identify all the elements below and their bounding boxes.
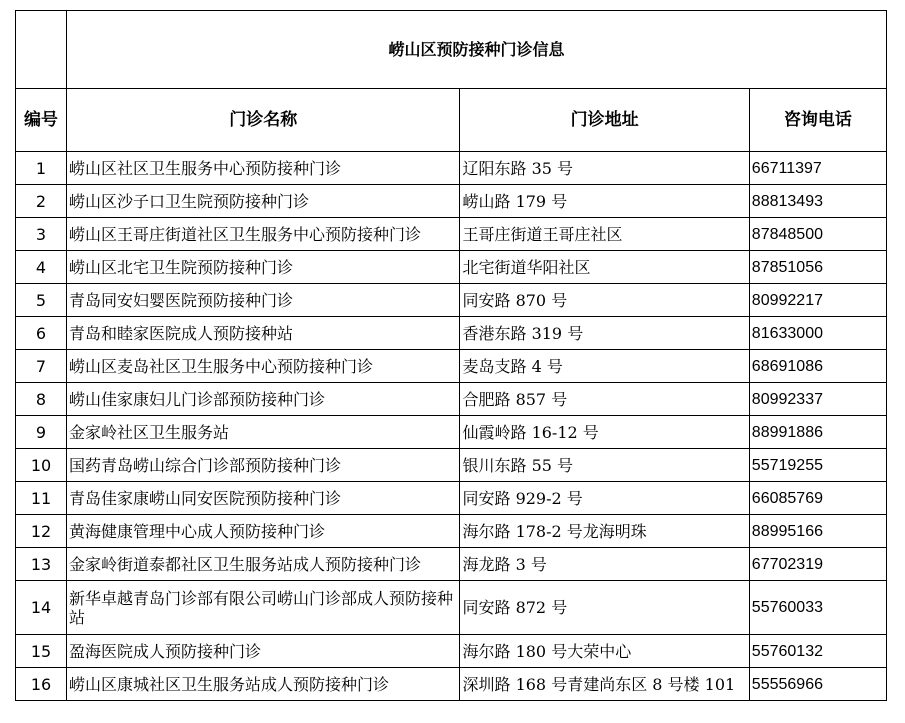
clinic-name: 金家岭街道泰都社区卫生服务站成人预防接种门诊	[67, 548, 460, 581]
row-number: 12	[16, 515, 67, 548]
clinic-phone: 87848500	[749, 218, 886, 251]
clinic-name: 崂山区王哥庄街道社区卫生服务中心预防接种门诊	[67, 218, 460, 251]
table-row	[16, 635, 887, 668]
clinic-address: 合肥路 857 号	[460, 383, 749, 416]
table-row	[16, 185, 887, 218]
clinic-name: 崂山区康城社区卫生服务站成人预防接种门诊	[67, 668, 460, 701]
row-number: 8	[16, 383, 67, 416]
row-number: 13	[16, 548, 67, 581]
clinic-address: 同安路 929-2 号	[460, 482, 749, 515]
clinic-name: 崂山区北宅卫生院预防接种门诊	[67, 251, 460, 284]
table-row	[16, 482, 887, 515]
row-number: 14	[16, 581, 67, 635]
clinic-name: 盈海医院成人预防接种门诊	[67, 635, 460, 668]
table-row	[16, 383, 887, 416]
row-number: 3	[16, 218, 67, 251]
row-number: 15	[16, 635, 67, 668]
table-row	[16, 317, 887, 350]
table-row	[16, 218, 887, 251]
row-number: 1	[16, 152, 67, 185]
clinic-address: 北宅街道华阳社区	[460, 251, 749, 284]
clinic-address: 辽阳东路 35 号	[460, 152, 749, 185]
clinic-name: 青岛和睦家医院成人预防接种站	[67, 317, 460, 350]
clinic-phone: 66085769	[749, 482, 886, 515]
clinic-phone: 67702319	[749, 548, 886, 581]
table-row	[16, 284, 887, 317]
clinic-name: 青岛佳家康崂山同安医院预防接种门诊	[67, 482, 460, 515]
row-number: 6	[16, 317, 67, 350]
clinic-name: 青岛同安妇婴医院预防接种门诊	[67, 284, 460, 317]
clinic-phone: 55760033	[749, 581, 886, 635]
clinic-phone: 55719255	[749, 449, 886, 482]
row-number: 11	[16, 482, 67, 515]
clinic-name: 新华卓越青岛门诊部有限公司崂山门诊部成人预防接种站	[67, 581, 460, 635]
row-number: 10	[16, 449, 67, 482]
header-no: 编号	[16, 89, 67, 152]
clinic-phone: 80992337	[749, 383, 886, 416]
title-row	[16, 11, 887, 89]
clinic-name: 国药青岛崂山综合门诊部预防接种门诊	[67, 449, 460, 482]
table-row	[16, 449, 887, 482]
clinic-address: 王哥庄街道王哥庄社区	[460, 218, 749, 251]
row-number: 7	[16, 350, 67, 383]
clinic-phone: 55760132	[749, 635, 886, 668]
clinic-name: 黄海健康管理中心成人预防接种门诊	[67, 515, 460, 548]
header-address: 门诊地址	[460, 89, 749, 152]
clinic-address: 海尔路 180 号大荣中心	[460, 635, 749, 668]
row-number: 5	[16, 284, 67, 317]
clinic-address: 香港东路 319 号	[460, 317, 749, 350]
clinic-address: 仙霞岭路 16-12 号	[460, 416, 749, 449]
table-row	[16, 548, 887, 581]
clinic-address: 同安路 872 号	[460, 581, 749, 635]
row-number: 4	[16, 251, 67, 284]
clinic-phone: 80992217	[749, 284, 886, 317]
clinic-phone: 88995166	[749, 515, 886, 548]
table-title: 崂山区预防接种门诊信息	[67, 11, 887, 89]
clinic-phone: 87851056	[749, 251, 886, 284]
clinic-phone: 88991886	[749, 416, 886, 449]
clinic-table-body	[16, 11, 887, 701]
header-name: 门诊名称	[67, 89, 460, 152]
row-number: 9	[16, 416, 67, 449]
header-phone: 咨询电话	[749, 89, 886, 152]
clinic-table	[15, 10, 887, 701]
clinic-name: 崂山佳家康妇儿门诊部预防接种门诊	[67, 383, 460, 416]
table-row	[16, 416, 887, 449]
header-row	[16, 89, 887, 152]
table-row	[16, 668, 887, 701]
clinic-address: 麦岛支路 4 号	[460, 350, 749, 383]
table-row	[16, 350, 887, 383]
table-row	[16, 152, 887, 185]
row-number: 2	[16, 185, 67, 218]
clinic-address: 海尔路 178-2 号龙海明珠	[460, 515, 749, 548]
clinic-name: 崂山区麦岛社区卫生服务中心预防接种门诊	[67, 350, 460, 383]
clinic-address: 同安路 870 号	[460, 284, 749, 317]
table-row	[16, 515, 887, 548]
clinic-phone: 88813493	[749, 185, 886, 218]
clinic-address: 崂山路 179 号	[460, 185, 749, 218]
clinic-name: 崂山区沙子口卫生院预防接种门诊	[67, 185, 460, 218]
clinic-phone: 66711397	[749, 152, 886, 185]
clinic-name: 金家岭社区卫生服务站	[67, 416, 460, 449]
table-row	[16, 581, 887, 635]
clinic-phone: 55556966	[749, 668, 886, 701]
clinic-phone: 81633000	[749, 317, 886, 350]
clinic-address: 海龙路 3 号	[460, 548, 749, 581]
clinic-phone: 68691086	[749, 350, 886, 383]
table-row	[16, 251, 887, 284]
clinic-address: 深圳路 168 号青建尚东区 8 号楼 101	[460, 668, 749, 701]
title-corner-cell	[16, 11, 67, 89]
row-number: 16	[16, 668, 67, 701]
clinic-name: 崂山区社区卫生服务中心预防接种门诊	[67, 152, 460, 185]
clinic-address: 银川东路 55 号	[460, 449, 749, 482]
